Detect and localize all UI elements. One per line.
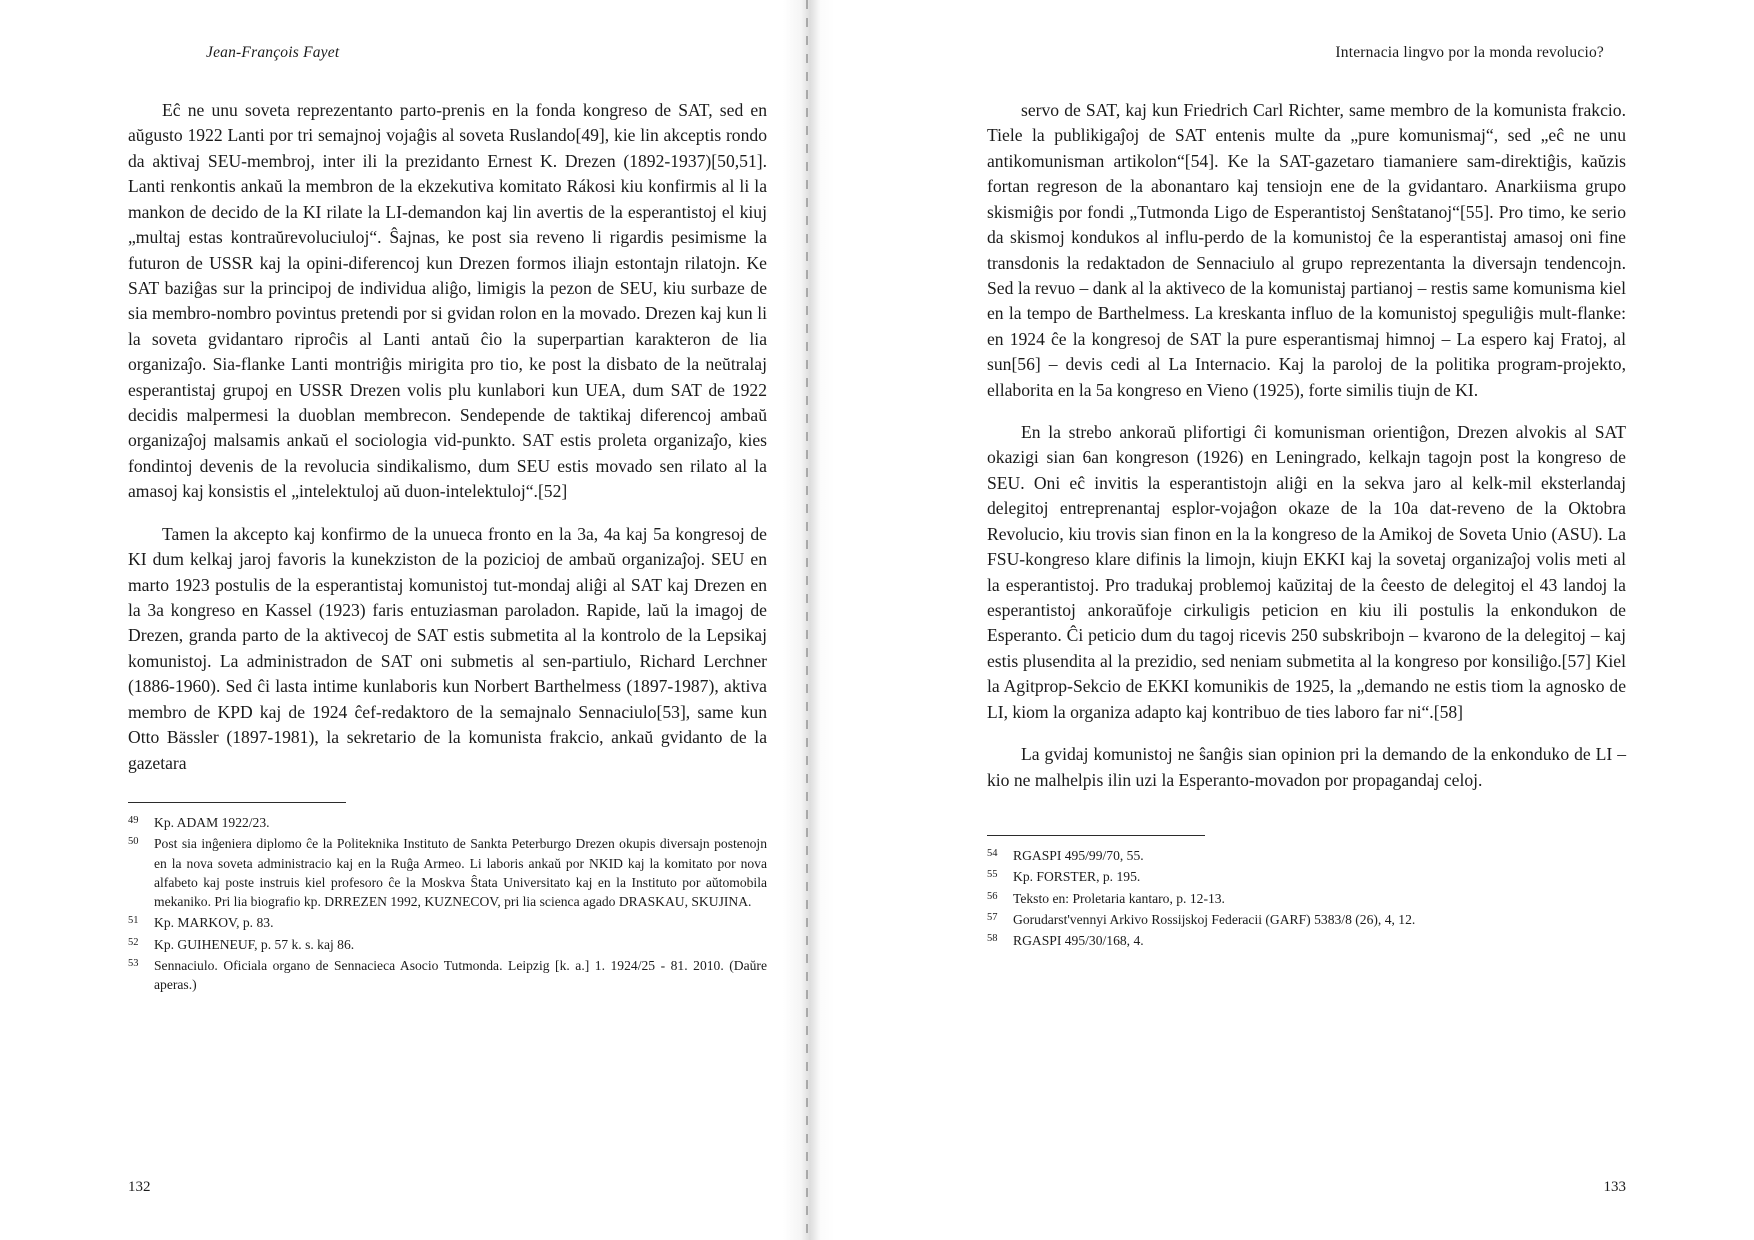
- footnote-number: 50: [128, 836, 139, 848]
- footnote-number: 57: [987, 911, 998, 923]
- footnote-number: 54: [987, 847, 998, 859]
- paragraph: [128, 522, 767, 776]
- footnote-item: [128, 834, 767, 911]
- footnote-text: Kp. ADAM 1922/23.: [154, 814, 270, 830]
- footnote-item: [128, 935, 767, 954]
- footnote-number: 55: [987, 869, 998, 881]
- paragraph-text: La gvidaj komunistoj ne ŝanĝis sian opinion pri la demando de la enkonduko de LI – kio ne malhelpis ilin uzi la Esperanto-movadon por propagandaj celoj.: [987, 744, 1626, 790]
- footnote-item: [128, 956, 767, 995]
- right-running-head: Internacia lingvo por la monda revolucio?: [1335, 44, 1604, 61]
- footnote-item: [987, 867, 1626, 886]
- footnote-item: [128, 913, 767, 932]
- right-page: [877, 0, 1754, 1240]
- footnote-text: Post sia inĝeniera diplomo ĉe la Politeknika Instituto de Sankta Peterburgo Drezen okupis diversajn postenojn en la nova soveta administracio kaj en la Ruĝa Armeo. Li laboris ankaŭ por NKID kaj la komitato por nova alfabeto kaj poste instruis kiel profesoro ĉe la Moskva Ŝtata Universitato kaj en la Instituto por aŭtomobila mekaniko. Pri lia biografio kp. DRREZEN 1992, KUZNECOV, pri lia scienca agado DRASKAU, SKUJINA.: [154, 836, 767, 910]
- right-page-number: 133: [1603, 1179, 1626, 1195]
- footnote-text: Gorudarst'vennyi Arkivo Rossijskoj Federacii (GARF) 5383/8 (26), 4, 12.: [1013, 911, 1416, 927]
- footnote-number: 51: [128, 915, 139, 927]
- footnote-number: 53: [128, 958, 139, 970]
- right-footnotes: [987, 835, 1626, 950]
- paragraph-text: servo de SAT, kaj kun Friedrich Carl Richter, same membro de la komunista frakcio. Tiele la publikigaĵoj de SAT entenis multe da „pure komunismaj“, sed „eĉ ne unu antikomunisman artikolon“[54]. Ke la SAT-gazetaro tiamaniere sam-direktiĝis, kaŭzis fortan regreson de la abonantaro kaj tensiojn ene de la gvidantaro. Anarkiisma grupo skismiĝis por fondi „Tutmonda Ligo de Esperantistoj Senŝtatanoj“[55]. Pro timo, ke serio da skismoj kondukos al influ-perdo de la komunistoj ĉe la esperantistaj amasoj oni fine transdonis la redaktadon de Sennaciulo al grupo reprezentanta la diversajn tendencojn. Sed la revuo – dank al la aktiveco de la komunistaj partianoj – restis same komunisma kiel en la tempo de Barthelmess. La kreskanta influo de la komunistoj speguliĝis mult-flanke: en 1924 ĉe la kongresoj de SAT la pure esperantismaj himnoj – La espero kaj Fratoj, al sun[56] – devis cedi al La Internacio. Kaj la paroloj de la politika program-projekto, ellaborita en la 5a kongreso en Vieno (1925), forte similis tiujn de KI.: [987, 100, 1626, 400]
- footnote-text: Kp. MARKOV, p. 83.: [154, 915, 274, 931]
- footnote-text: RGASPI 495/30/168, 4.: [1013, 933, 1144, 949]
- footnote-text: Kp. GUIHENEUF, p. 57 k. s. kaj 86.: [154, 936, 355, 952]
- left-page-number: 132: [128, 1179, 151, 1195]
- left-body-text: [128, 98, 767, 776]
- footnote-separator-rule: [987, 835, 1205, 836]
- footnote-separator-rule: [128, 802, 346, 803]
- footnote-item: [987, 910, 1626, 929]
- footnote-text: Sennaciulo. Oficiala organo de Sennacieca Asocio Tutmonda. Leipzig [k. a.] 1. 1924/25 - 81. 2010. (Daŭre aperas.): [154, 958, 767, 993]
- paragraph: [987, 420, 1626, 725]
- paragraph: [987, 98, 1626, 403]
- footnote-text: Kp. FORSTER, p. 195.: [1013, 869, 1141, 885]
- paragraph: [987, 742, 1626, 793]
- footnote-item: [987, 846, 1626, 865]
- footnote-item: [128, 813, 767, 832]
- footnote-number: 52: [128, 936, 139, 948]
- footnote-item: [987, 931, 1626, 950]
- left-running-head: Jean-François Fayet: [206, 44, 340, 61]
- footnote-item: [987, 889, 1626, 908]
- footnote-number: 49: [128, 814, 139, 826]
- right-body-text: [987, 98, 1626, 793]
- paragraph-text: Tamen la akcepto kaj konfirmo de la unueca fronto en la 3a, 4a kaj 5a kongresoj de KI dum kelkaj jaroj favoris la kunekziston de la pozicioj de ambaŭ organizaĵoj. SEU en marto 1923 postulis de la esperantistaj komunistoj tut-mondaj aliĝi al SAT kaj Drezen en la 3a kongreso en Kassel (1923) faris entuziasman paroladon. Rapide, laŭ la imagoj de Drezen, granda parto de la aktivecoj de SAT estis submetita al la kontrolo de la Lepsikaj komunistoj. La administradon de SAT oni submetis al sen-partiulo, Richard Lerchner (1886-1960). Sed ĉi lasta intime kunlaboris kun Norbert Barthelmess (1897-1987), aktiva membro de KPD kaj de 1924 ĉef-redaktoro de la semajnalo Sennaciulo[53], same kun Otto Bässler (1897-1981), la sekretario de la komunista frakcio, ankaŭ gvidanto de la gazetara: [128, 523, 767, 773]
- paragraph: [128, 98, 767, 505]
- left-footnotes: [128, 802, 767, 995]
- footnote-number: 58: [987, 933, 998, 945]
- footnote-number: 56: [987, 890, 998, 902]
- footnote-text: RGASPI 495/99/70, 55.: [1013, 847, 1144, 863]
- paragraph-text: En la strebo ankoraŭ plifortigi ĉi komunisman orientiĝon, Drezen alvokis al SAT okazigi sian 6an kongreson (1926) en Leningrado, kelkajn tagojn post la kongreso de SEU. Oni eĉ invitis la esperantistojn aliĝi en la sekva jaro al kelk-mil eksterlandaj delegitoj entreprenantaj esplor-vojaĝon okaze de la 10a dat-reveno de la Oktobra Revolucio, kiu trovis sian finon en la la kongreso de la Amikoj de Soveta Unio (ASU). La FSU-kongreso klare difinis la limojn, kiujn EKKI kaj la sovetaj organizaĵoj volis meti al la esperantistoj. Pro tradukaj problemoj kaŭzitaj de la ĉeesto de delegitoj el 43 landoj la esperantistoj ankoraŭfoje cirkuligis peticion en kiu ili postulis la enkondukon de Esperanto. Ĉi peticio dum du tagoj ricevis 250 subskribojn – kvarono de la delegitoj – kaj estis plusendita al la prezidio, sed neniam submetita al la kongreso por konsiliĝo.[57] Kiel la Agitprop-Sekcio de EKKI komunikis de 1925, la „demando ne estis tiom la agnosko de LI, kiom la organiza adapto kaj kontribuo de ties laboro far ni“.[58]: [987, 422, 1626, 722]
- footnote-text: Teksto en: Proletaria kantaro, p. 12-13.: [1013, 890, 1225, 906]
- paragraph-text: Eĉ ne unu soveta reprezentanto parto-prenis en la fonda kongreso de SAT, sed en aŭgusto 1922 Lanti por tri semajnoj vojaĝis al soveta Ruslando[49], kie lin akceptis rondo da aktivaj SEU-membroj, inter ili la prezidanto Ernest K. Drezen (1892-1937)[50,51]. Lanti renkontis ankaŭ la membron de la ekzekutiva komitato Rákosi kiu konfirmis al li la mankon de decido de la KI rilate la LI-demandon kaj lin avertis de la esperantistoj el kiuj „multaj estas kontraŭrevoluciuloj“. Ŝajnas, ke post sia reveno li rigardis pesimisme la futuron de USSR kaj la opini-diferencoj kun Drezen formos iliajn estontajn rilatojn. Ke SAT baziĝas sur la principoj de individua aliĝo, limigis la pezon de SEU, kiu surbaze de sia membro-nombro povintus pretendi por si gvidan rolon en la movado. Drezen kaj kun li la soveta gvidantaro riproĉis al Lanti antaŭ ĉio la superpartian karakteron de lia organizaĵo. Sia-flanke Lanti montriĝis mirigita pro tio, ke post la disbato de la neŭtralaj esperantistaj grupoj en USSR Drezen volis plu kunlabori kun UEA, dum SAT de 1922 decidis malpermesi la duoblan membrecon. Sendepende de taktikaj diferencoj ambaŭ organizaĵoj malsamis ankaŭ el sociologia vid-punkto. SAT estis proleta organizaĵo, kies fondintoj devenis de la revolucia sindikalismo, dum SEU estis movado sen rilato al la amasoj kaj konsistis el „intelektuloj aŭ duon-intelektuloj“.[52]: [128, 100, 767, 502]
